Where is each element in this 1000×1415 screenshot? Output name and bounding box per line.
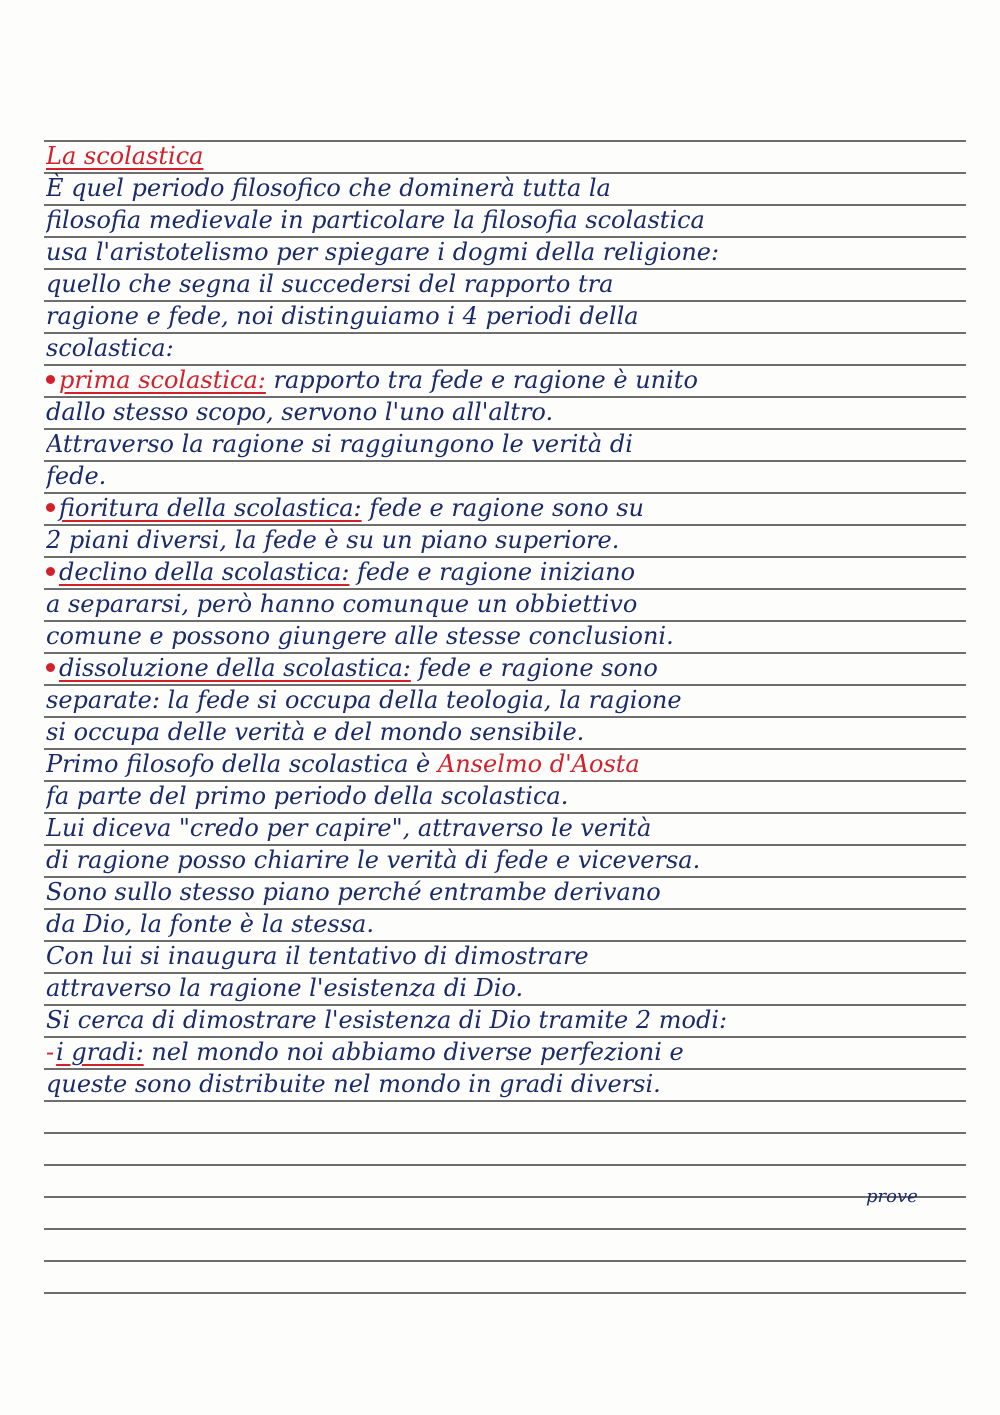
period-declino-heading-line: [46, 556, 966, 588]
period-prima-heading-line: [46, 364, 966, 396]
gradi-heading: i gradi:: [56, 1038, 144, 1066]
gradi-line: queste sono distribuite nel mondo in gradi diversi.: [46, 1070, 661, 1098]
anselmo-line: Con lui si inaugura il tentativo di dimostrare: [46, 942, 589, 970]
intro-line: scolastica:: [46, 334, 174, 362]
handwritten-notes: [46, 140, 966, 1100]
period-heading: fioritura della scolastica:: [59, 494, 362, 522]
anselmo-line: fa parte del primo periodo della scolastica.: [46, 782, 569, 810]
gradi-heading-line: [46, 1036, 966, 1068]
intro-line: usa l'aristotelismo per spiegare i dogmi della religione:: [46, 238, 720, 266]
period-line: comune e possono giungere alle stesse conclusioni.: [46, 622, 674, 650]
period-text: rapporto tra fede e ragione è unito: [265, 366, 698, 394]
period-heading: prima scolastica:: [59, 366, 266, 394]
anselmo-name: Anselmo d'Aosta: [437, 750, 640, 778]
gradi-text: nel mondo noi abbiamo diverse perfezioni e: [143, 1038, 684, 1066]
period-line: Attraverso la ragione si raggiungono le verità di: [46, 430, 633, 458]
intro-line: È quel periodo filosofico che dominerà tutta la: [46, 174, 611, 202]
margin-note-prove: prove: [866, 1186, 918, 1207]
period-dissoluzione-heading-line: [46, 652, 966, 684]
bullet-icon: [46, 663, 55, 672]
intro-line: ragione e fede, noi distinguiamo i 4 periodi della: [46, 302, 639, 330]
bullet-icon: [46, 567, 55, 576]
anselmo-intro-line: [46, 748, 966, 780]
period-line: si occupa delle verità e del mondo sensibile.: [46, 718, 585, 746]
bullet-icon: [46, 503, 55, 512]
anselmo-line: Si cerca di dimostrare l'esistenza di Dio tramite 2 modi:: [46, 1006, 728, 1034]
period-text: fede e ragione sono su: [361, 494, 645, 522]
period-line: separate: la fede si occupa della teologia, la ragione: [46, 686, 682, 714]
anselmo-line: di ragione posso chiarire le verità di fede e viceversa.: [46, 846, 701, 874]
page-title: La scolastica: [46, 142, 204, 170]
period-fioritura-heading-line: [46, 492, 966, 524]
intro-line: quello che segna il succedersi del rapporto tra: [46, 270, 614, 298]
anselmo-line: Sono sullo stesso piano perché entrambe derivano: [46, 878, 661, 906]
period-line: 2 piani diversi, la fede è su un piano superiore.: [46, 526, 620, 554]
period-heading: dissoluzione della scolastica:: [59, 654, 411, 682]
anselmo-line: da Dio, la fonte è la stessa.: [46, 910, 374, 938]
anselmo-intro: Primo filosofo della scolastica è: [46, 750, 438, 778]
period-text: fede e ragione sono: [410, 654, 658, 682]
period-line: fede.: [46, 462, 107, 490]
anselmo-line: attraverso la ragione l'esistenza di Dio.: [46, 974, 524, 1002]
intro-line: filosofia medievale in particolare la filosofia scolastica: [46, 206, 705, 234]
period-heading: declino della scolastica:: [59, 558, 350, 586]
period-text: fede e ragione iniziano: [349, 558, 636, 586]
period-line: dallo stesso scopo, servono l'uno all'altro.: [46, 398, 554, 426]
dash-marker: -: [46, 1038, 55, 1066]
period-line: a separarsi, però hanno comunque un obbiettivo: [46, 590, 638, 618]
anselmo-line: Lui diceva "credo per capire", attraverso le verità: [46, 814, 652, 842]
bullet-icon: [46, 375, 55, 384]
